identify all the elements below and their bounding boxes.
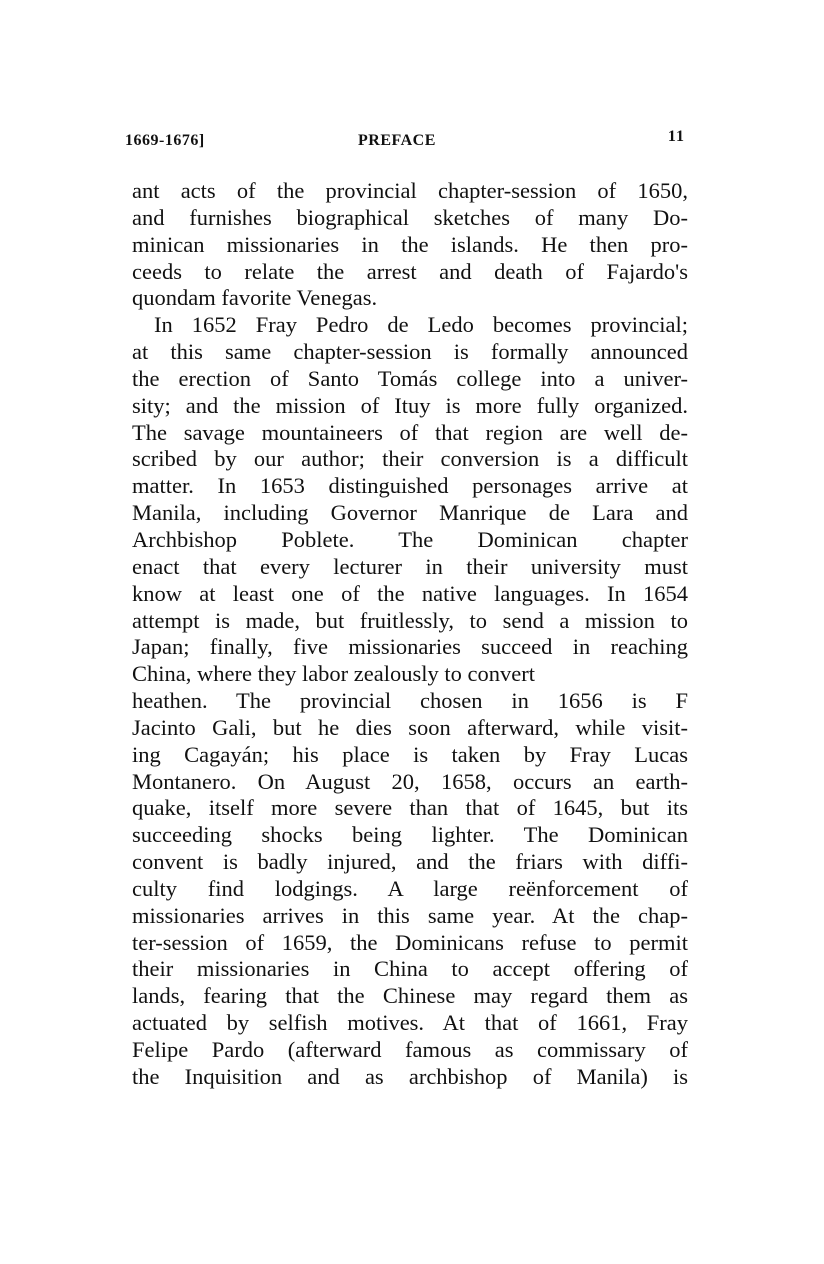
text-line: ceeds to relate the arrest and death of Fajardo's — [132, 258, 688, 284]
text-line: heathen. The provincial chosen in 1656 is F — [132, 688, 688, 714]
text-line: the erection of Santo Tomás college into a univer- — [132, 365, 688, 391]
text-line: Manila, including Governor Manrique de Lara and — [132, 500, 688, 526]
text-line: convent is badly injured, and the friars with diffi- — [132, 849, 688, 875]
text-line: know at least one of the native languages. In 1654 — [132, 580, 688, 606]
text-line: ing Cagayán; his place is taken by Fray Lucas — [132, 741, 688, 767]
text-line: missionaries arrives in this same year. At the chap- — [132, 902, 688, 928]
running-header — [125, 128, 685, 158]
text-line: Felipe Pardo (afterward famous as commissary of — [132, 1037, 688, 1062]
header-date-range: 1669-1676] — [125, 132, 205, 149]
body-text — [132, 178, 688, 1091]
text-line: ter-session of 1659, the Dominicans refuse to permit — [132, 929, 688, 955]
header-page-number: 11 — [667, 128, 685, 145]
text-line: actuated by selfish motives. At that of 1661, Fray — [132, 1010, 688, 1036]
text-line: quondam favorite Venegas. — [132, 285, 378, 311]
text-line: their missionaries in China to accept offering of — [132, 956, 688, 982]
text-line: matter. In 1653 distinguished personages arrive at — [132, 473, 688, 499]
text-line: Archbishop Poblete. The Dominican chapter — [132, 526, 688, 552]
text-line: attempt is made, but fruitlessly, to send a mission to — [132, 607, 688, 633]
text-line: Montanero. On August 20, 1658, occurs an earth- — [132, 768, 688, 794]
text-line: enact that every lecturer in their university must — [132, 553, 688, 579]
text-line: China, where they labor zealously to convert — [132, 661, 535, 687]
text-line: minican missionaries in the islands. He then pro- — [132, 231, 688, 257]
header-title: PREFACE — [358, 132, 436, 149]
text-line: quake, itself more severe than that of 1645, but its — [132, 795, 688, 821]
text-line: scribed by our author; their conversion is a difficult — [132, 446, 688, 472]
text-line: The savage mountaineers of that region are well de- — [132, 419, 688, 445]
text-line: the Inquisition and as archbishop of Manila) is — [132, 1063, 688, 1089]
text-line: and furnishes biographical sketches of many Do- — [132, 204, 688, 230]
text-line: succeeding shocks being lighter. The Dominican — [132, 822, 688, 848]
text-line: culty find lodgings. A large reënforcement of — [132, 875, 688, 901]
text-line: ant acts of the provincial chapter-session of 1650, — [132, 178, 688, 203]
text-line: Jacinto Gali, but he dies soon afterward, while visit- — [132, 714, 688, 740]
text-line: at this same chapter-session is formally announced — [132, 339, 688, 365]
text-line: lands, fearing that the Chinese may regard them as — [132, 983, 688, 1009]
text-line: In 1652 Fray Pedro de Ledo becomes provincial; — [154, 312, 688, 338]
text-line: sity; and the mission of Ituy is more fully organized. — [132, 392, 688, 418]
text-line: Japan; finally, five missionaries succeed in reaching — [132, 634, 688, 660]
